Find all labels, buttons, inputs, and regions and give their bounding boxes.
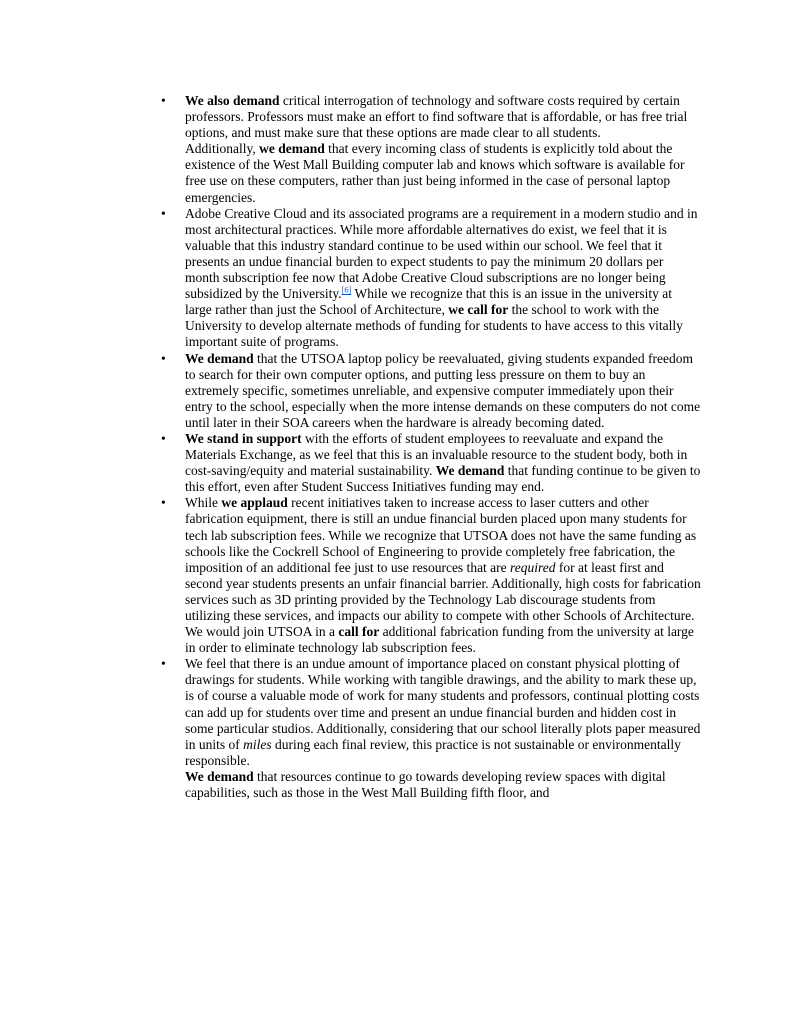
text-run: We demand [435,463,505,479]
paragraph [185,769,701,801]
list-item [185,351,701,431]
bullet-list [185,93,701,801]
text-run: critical interrogation of technology and software costs required by certain professors. Professors must make an effort to find software that is affordable, or has free trial options, and must make sure that these options are made clear to all students. [185,93,688,141]
paragraph [185,93,701,141]
paragraph [185,351,701,431]
list-item [185,495,701,656]
text-run: While we recognize that this is an issue in the university at large rather than just the School of Architecture, [185,286,673,318]
text-run: we demand [259,141,325,157]
text-run: required [510,559,556,575]
footnote-link[interactable]: [6] [341,285,352,295]
paragraph [185,495,701,656]
text-run: during each final review, this practice is not sustainable or environmentally responsible. [185,736,681,768]
paragraph [185,431,701,495]
text-run: We demand [185,768,254,784]
text-run: call for [338,624,380,640]
text-run: We stand in support [185,430,302,446]
list-item [185,656,701,801]
text-run: recent initiatives taken to increase access to laser cutters and other fabrication equipment, there is still an undue financial burden placed upon many students for tech lab subscription fees. While we recognize that UTSOA does not have the same funding as schools like the Cockrell School of Engineering to provide completely free fabrication, the imposition of an additional fee just to use resources that are [185,495,697,575]
text-run: While [185,495,222,511]
text-run: we applaud [221,495,288,511]
text-run: We demand [185,350,254,366]
text-run: We feel that there is an undue amount of importance placed on constant physical plotting of drawings for students. While working with tangible drawings, and the ability to mark these up, is of course a valuable mode of work for many students and professors, continual plotting costs can add up for students over time and present an undue financial burden and hidden cost in some particular studios. Additionally, considering that our school literally plots paper measured in units of [185,656,701,752]
text-run: additional fabrication funding from the university at large in order to eliminate technology lab subscription fees. [185,624,694,656]
text-run: Additionally, [185,141,260,157]
text-run: that the UTSOA laptop policy be reevaluated, giving students expanded freedom to search for their own computer options, and putting less pressure on them to buy an extremely specific, sometimes unreliable, and expensive computer immediately upon their entry to the school, especially when the more intense demands on these computers do not come until later in their SOA careers when the hardware is already becoming dated. [185,350,701,430]
text-run: We also demand [185,93,280,108]
text-run: that funding continue to be given to this effort, even after Student Success Initiatives funding may end. [185,463,701,495]
list-item [185,206,701,351]
paragraph [185,141,701,205]
list-item [185,93,701,206]
text-run: that resources continue to go towards developing review spaces with digital capabilities, such as those in the West Mall Building fifth floor, and [185,768,666,801]
text-run: we call for [448,302,509,318]
list-item [185,431,701,495]
text-run: for at least first and second year students presents an unfair financial barrier. Additionally, high costs for fabrication services such as 3D printing provided by the Technology Lab discourage students from utilizing these services, and impacts our ability to compete with other Schools of Architecture. We would join UTSOA in a [185,559,701,640]
text-run: Adobe Creative Cloud and its associated programs are a requirement in a modern studio and in most architectural practices. While more affordable alternatives do exist, we feel that it is valuable that this industry standard continue to be used within our school. We feel that it presents an undue financial burden to expect students to pay the minimum 20 dollars per month subscription fee now that Adobe Creative Cloud subscriptions are no longer being subsidized by the University. [185,205,698,302]
text-run: with the efforts of student employees to reevaluate and expand the Materials Exchange, as we feel that this is an invaluable resource to the student body, both in cost-saving/equity and material sustainability. [185,430,688,479]
document-body [185,93,701,801]
text-run: miles [243,736,272,752]
text-run: the school to work with the University to develop alternate methods of funding for students to have access to this vitally important suite of programs. [185,302,683,350]
paragraph [185,206,701,351]
text-run: that every incoming class of students is explicitly told about the existence of the West Mall Building computer lab and knows which software is available for free use on these computers, rather than just being informed in the case of personal laptop emergencies. [185,141,685,205]
paragraph [185,656,701,769]
